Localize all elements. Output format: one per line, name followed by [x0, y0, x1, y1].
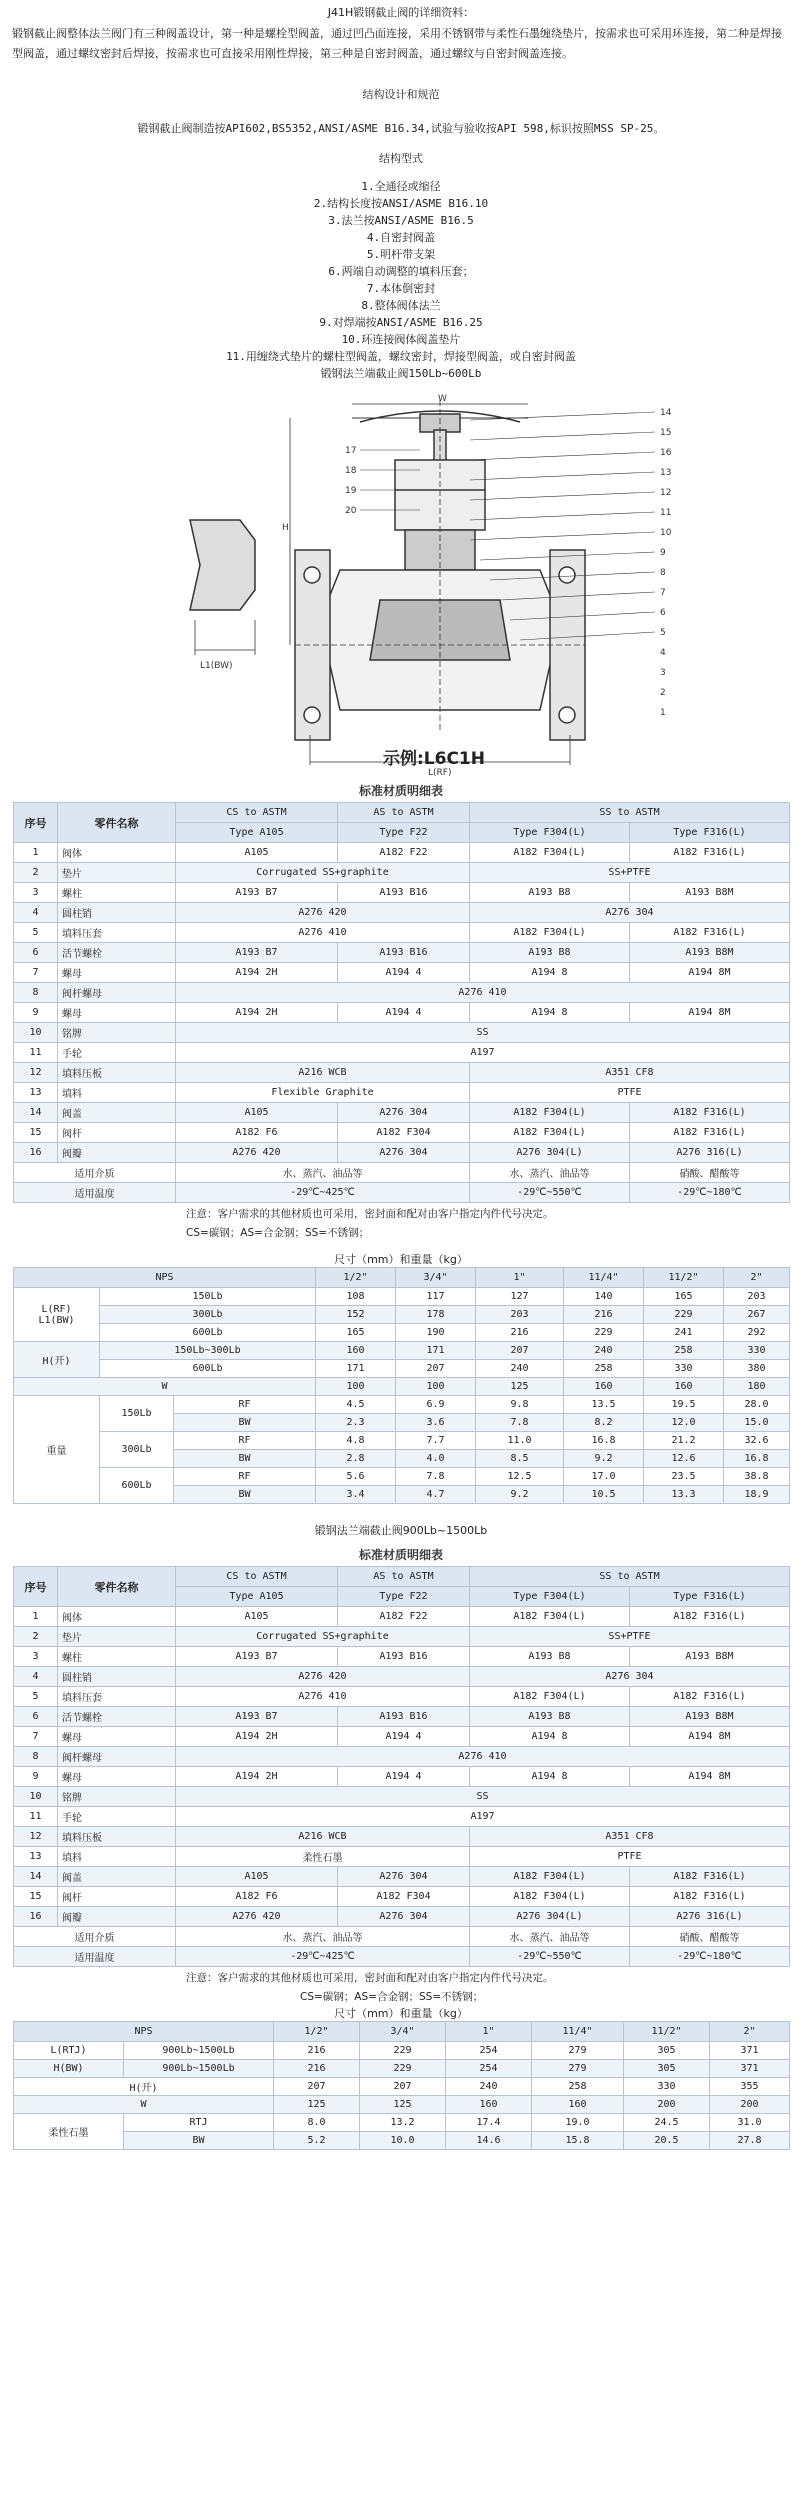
table-row: 1 阀体 A105 A182 F22 A182 F304(L) A182 F316(L) — [14, 1607, 790, 1627]
table-row: 16 阀瓣 A276 420 A276 304 A276 304(L) A276 316(L) — [14, 1907, 790, 1927]
table-row: W 100 100 125 160 160 180 — [14, 1378, 790, 1396]
callout: 20 — [345, 506, 357, 516]
type-f304: Type F304(L) — [470, 823, 630, 843]
material-table-2: 序号 零件名称 CS to ASTM AS to ASTM SS to ASTM Type A105 Type F22 Type F304(L) Type F316(L) 1 阀体 A105 A182 F22 A182 F304(L) A182 F316(L) 2 垫片 Corrugated SS+graphite SS+PTFE 3 螺柱 A193 B7 A193 B16 A193 B8 A193 B8M 4 圆柱销 A276 420 A276 304 5 填料压套 A276 410 A182 F304(L) A182 F316(L) 6 活节螺栓 A193 B7 A193 B16 A193 B8 A193 B8M 7 螺母 A194 2H A194 4 A194 8 A194 8M 8 阀杆螺母 A276 410 9 螺母 A194 2H A194 4 A194 8 A194 8M 10 铭牌 SS 11 手轮 A197 12 填料压板 A216 WCB A351 CF8 13 填料 柔性石墨 PTFE 14 阀盖 A105 A276 304 A182 F304(L) A182 F316(L) 15 阀杆 A182 F6 A182 F304 A182 F304(L) A182 F316(L) 16 阀瓣 A276 420 A276 304 A276 304(L) A276 316(L) 适用介质 水、蒸汽、油品等 水、蒸汽、油品等 硝酸、醋酸等 适用温度 -29℃~425℃ -29℃~550℃ -29℃~180℃ — [13, 1566, 790, 1967]
table-row: 8 阀杆螺母 A276 410 — [14, 1747, 790, 1767]
table-row: 300Lb RF 4.8 7.7 11.0 16.8 21.2 32.6 — [14, 1432, 790, 1450]
structure-item: 10.环连接阀体阀盖垫片 — [341, 333, 461, 346]
table-row: L(RF) L1(BW) 150Lb 108 117 127 140 165 203 — [14, 1288, 790, 1306]
table-row: 4 圆柱销 A276 420 A276 304 — [14, 903, 790, 923]
table-row: H(BW) 900Lb~1500Lb 216 229 254 279 305 371 — [14, 2060, 790, 2078]
table-row: 5 填料压套 A276 410 A182 F304(L) A182 F316(L) — [14, 923, 790, 943]
table-row: 12 填料压板 A216 WCB A351 CF8 — [14, 1827, 790, 1847]
callout: 14 — [660, 408, 672, 418]
callout: 3 — [660, 668, 666, 678]
dim-table-title: 尺寸（mm）和重量（kg） — [334, 1253, 468, 1266]
table-row: 柔性石墨 RTJ 8.0 13.2 17.4 19.0 24.5 31.0 — [14, 2114, 790, 2132]
table-row: W 125 125 160 160 200 200 — [14, 2096, 790, 2114]
standards-text: 锻钢截止阀制造按API602,BS5352,ANSI/ASME B16.34,试验与验收按API 598,标识按照MSS SP-25。 — [137, 122, 665, 135]
table-row: 600Lb RF 5.6 7.8 12.5 17.0 23.5 38.8 — [14, 1468, 790, 1486]
material-abbrev-2: CS=碳钢；AS=合金钢；SS=不锈钢； — [300, 1991, 484, 2003]
dim-w-label: W — [438, 394, 447, 404]
callout: 7 — [660, 588, 666, 598]
table-row: BW 3.4 4.7 9.2 10.5 13.3 18.9 — [14, 1486, 790, 1504]
structure-item: 11.用缠绕式垫片的螺柱型阀盖，螺纹密封，焊接型阀盖，或自密封阀盖 — [226, 350, 576, 363]
callout: 18 — [345, 466, 357, 476]
table-row: 2 垫片 Corrugated SS+graphite SS+PTFE — [14, 1627, 790, 1647]
col-cs: CS to ASTM — [176, 803, 338, 823]
callout: 15 — [660, 428, 672, 438]
intro-text: 锻钢截止阀整体法兰阀门有三种阀盖设计，第一种是螺栓型阀盖，通过凹凸面连接，采用不锈钢带与柔性石墨缠绕垫片，按需求也可采用环连接，第二种是焊接型阀盖，通过螺纹密封后焊接，按需求也可直接采用刚性焊接，第三种是自密封阀盖，通过螺纹与自密封阀盖连接。 — [12, 27, 782, 60]
valve-drawing — [0, 390, 802, 780]
callout: 12 — [660, 488, 672, 498]
table-row: 8 阀杆螺母 A276 410 — [14, 983, 790, 1003]
service-row: 适用介质 水、蒸汽、油品等 水、蒸汽、油品等 硝酸、醋酸等 — [14, 1927, 790, 1947]
table-row: 15 阀杆 A182 F6 A182 F304 A182 F304(L) A182 F316(L) — [14, 1123, 790, 1143]
table-row: 9 螺母 A194 2H A194 4 A194 8 A194 8M — [14, 1003, 790, 1023]
structure-item: 6.两端自动调整的填料压套； — [328, 265, 474, 278]
structure-item: 4.自密封阀盖 — [366, 231, 436, 244]
table-row: BW 2.3 3.6 7.8 8.2 12.0 15.0 — [14, 1414, 790, 1432]
table-row: BW 5.2 10.0 14.6 15.8 20.5 27.8 — [14, 2132, 790, 2150]
dim-table-title-2: 尺寸（mm）和重量（kg） — [334, 2007, 468, 2020]
table-row: H(开) 150Lb~300Lb 160 171 207 240 258 330 — [14, 1342, 790, 1360]
section-title-2: 锻钢法兰端截止阀900Lb~1500Lb — [314, 1524, 488, 1537]
table-row: 10 铭牌 SS — [14, 1787, 790, 1807]
table-row: 12 填料压板 A216 WCB A351 CF8 — [14, 1063, 790, 1083]
material-table-title: 标准材质明细表 — [358, 784, 443, 798]
dim-table-2: NPS 1/2" 3/4" 1" 11/4" 11/2" 2" L(RTJ) 900Lb~1500Lb 216 229 254 279 305 371 H(BW) 900Lb~1500Lb 216 229 254 279 305 371 H(开) 207 207 240 258 330 355 W 125 125 160 160 200 200 柔性石墨 RTJ 8.0 13.2 17.4 19.0 24.5 31.0 BW 5.2 10.0 14.6 15.8 20.5 27.8 — [13, 2021, 790, 2150]
dim-table-1: NPS 1/2" 3/4" 1" 11/4" 11/2" 2" L(RF) L1(BW) 150Lb 108 117 127 140 165 203 300Lb 152 178 203 216 229 267 600Lb 165 190 216 229 241 292 H(开) 150Lb~300Lb 160 171 207 240 258 330 600Lb 171 207 240 258 330 380 W 100 100 125 160 160 180 重量 150Lb RF 4.5 6.9 9.8 13.5 19.5 28.0 BW 2.3 3.6 7.8 8.2 12.0 15.0 300Lb RF 4.8 7.7 11.0 16.8 21.2 32.6 BW 2.8 4.0 8.5 9.2 12.6 16.8 600Lb RF 5.6 7.8 12.5 17.0 23.5 38.8 BW 3.4 4.7 9.2 10.5 13.3 18.9 — [13, 1267, 790, 1504]
valve-drawing-svg — [0, 390, 802, 780]
table-row: 14 阀盖 A105 A276 304 A182 F304(L) A182 F316(L) — [14, 1103, 790, 1123]
callout: 9 — [660, 548, 666, 558]
table-row: 15 阀杆 A182 F6 A182 F304 A182 F304(L) A182 F316(L) — [14, 1887, 790, 1907]
type-f316: Type F316(L) — [630, 823, 790, 843]
col-no: 序号 — [14, 803, 58, 843]
table-row: 6 活节螺栓 A193 B7 A193 B16 A193 B8 A193 B8M — [14, 943, 790, 963]
dim-l1-label: L1(BW) — [200, 661, 233, 671]
table-row: 4 圆柱销 A276 420 A276 304 — [14, 1667, 790, 1687]
table-row: L(RTJ) 900Lb~1500Lb 216 229 254 279 305 371 — [14, 2042, 790, 2060]
callout: 4 — [660, 648, 666, 658]
section-title: 锻钢法兰端截止阀150Lb~600Lb — [320, 367, 482, 380]
callout: 11 — [660, 508, 672, 518]
table-row: BW 2.8 4.0 8.5 9.2 12.6 16.8 — [14, 1450, 790, 1468]
structure-item: 3.法兰按ANSI/ASME B16.5 — [328, 214, 474, 227]
material-abbrev: CS=碳钢；AS=合金钢；SS=不锈钢； — [186, 1227, 370, 1239]
table-row: 2 垫片 Corrugated SS+graphite SS+PTFE — [14, 863, 790, 883]
material-note: 注意：客户需求的其他材质也可采用，密封面和配对由客户指定内件代号决定。 — [186, 1208, 554, 1220]
table-row: 6 活节螺栓 A193 B7 A193 B16 A193 B8 A193 B8M — [14, 1707, 790, 1727]
structure-item: 7.本体倒密封 — [366, 282, 436, 295]
type-f22: Type F22 — [338, 823, 470, 843]
callout: 17 — [345, 446, 357, 456]
callout: 5 — [660, 628, 666, 638]
service-row: 适用介质 水、蒸汽、油品等 水、蒸汽、油品等 硝酸、醋酸等 — [14, 1163, 790, 1183]
callout: 16 — [660, 448, 672, 458]
col-ss: SS to ASTM — [470, 803, 790, 823]
structure-item: 2.结构长度按ANSI/ASME B16.10 — [313, 197, 489, 210]
structure-item: 1.全通径或缩径 — [361, 180, 441, 193]
dim-h-label: H — [282, 523, 289, 533]
table-row: 7 螺母 A194 2H A194 4 A194 8 A194 8M — [14, 1727, 790, 1747]
material-note-2: 注意：客户需求的其他材质也可采用，密封面和配对由客户指定内件代号决定。 — [186, 1972, 554, 1984]
table-row: H(开) 207 207 240 258 330 355 — [14, 2078, 790, 2096]
table-row: 重量 150Lb RF 4.5 6.9 9.8 13.5 19.5 28.0 — [14, 1396, 790, 1414]
structure-item: 5.明杆带支架 — [366, 248, 436, 261]
table-row: 5 填料压套 A276 410 A182 F304(L) A182 F316(L) — [14, 1687, 790, 1707]
col-as: AS to ASTM — [338, 803, 470, 823]
table-row: 600Lb 165 190 216 229 241 292 — [14, 1324, 790, 1342]
table-row: 14 阀盖 A105 A276 304 A182 F304(L) A182 F316(L) — [14, 1867, 790, 1887]
dim-lrf-label: L(RF) — [428, 768, 452, 778]
table-row: 11 手轮 A197 — [14, 1043, 790, 1063]
table-row: 10 铭牌 SS — [14, 1023, 790, 1043]
structure-title: 结构型式 — [379, 152, 423, 165]
table-row: 11 手轮 A197 — [14, 1807, 790, 1827]
table-row: 300Lb 152 178 203 216 229 267 — [14, 1306, 790, 1324]
table-row: 9 螺母 A194 2H A194 4 A194 8 A194 8M — [14, 1767, 790, 1787]
material-table-1 — [13, 802, 790, 1203]
structure-item: 9.对焊端按ANSI/ASME B16.25 — [319, 316, 483, 329]
table-row: 600Lb 171 207 240 258 330 380 — [14, 1360, 790, 1378]
table-row: 16 阀瓣 A276 420 A276 304 A276 304(L) A276 316(L) — [14, 1143, 790, 1163]
table-row: 13 填料 Flexible Graphite PTFE — [14, 1083, 790, 1103]
table-row: 3 螺柱 A193 B7 A193 B16 A193 B8 A193 B8M — [14, 1647, 790, 1667]
material-table-title-2: 标准材质明细表 — [358, 1548, 443, 1562]
callout: 8 — [660, 568, 666, 578]
callout: 10 — [660, 528, 672, 538]
example-label: 示例:L6C1H — [383, 749, 485, 769]
temp-row: 适用温度 -29℃~425℃ -29℃~550℃ -29℃~180℃ — [14, 1183, 790, 1203]
callout: 2 — [660, 688, 666, 698]
temp-row: 适用温度 -29℃~425℃ -29℃~550℃ -29℃~180℃ — [14, 1947, 790, 1967]
callout: 6 — [660, 608, 666, 618]
page-title: J41H锻钢截止阀的详细资料： — [327, 6, 475, 19]
table-row: 7 螺母 A194 2H A194 4 A194 8 A194 8M — [14, 963, 790, 983]
col-name: 零件名称 — [58, 803, 176, 843]
structure-item: 8.整体阀体法兰 — [361, 299, 441, 312]
type-a105: Type A105 — [176, 823, 338, 843]
callout: 13 — [660, 468, 672, 478]
design-title: 结构设计和规范 — [362, 88, 440, 101]
callout: 19 — [345, 486, 357, 496]
table-row: 3 螺柱 A193 B7 A193 B16 A193 B8 A193 B8M — [14, 883, 790, 903]
structure-list — [0, 178, 802, 382]
callout: 1 — [660, 708, 666, 718]
table-row: 13 填料 柔性石墨 PTFE — [14, 1847, 790, 1867]
table-row: 1 阀体 A105 A182 F22 A182 F304(L) A182 F316(L) — [14, 843, 790, 863]
